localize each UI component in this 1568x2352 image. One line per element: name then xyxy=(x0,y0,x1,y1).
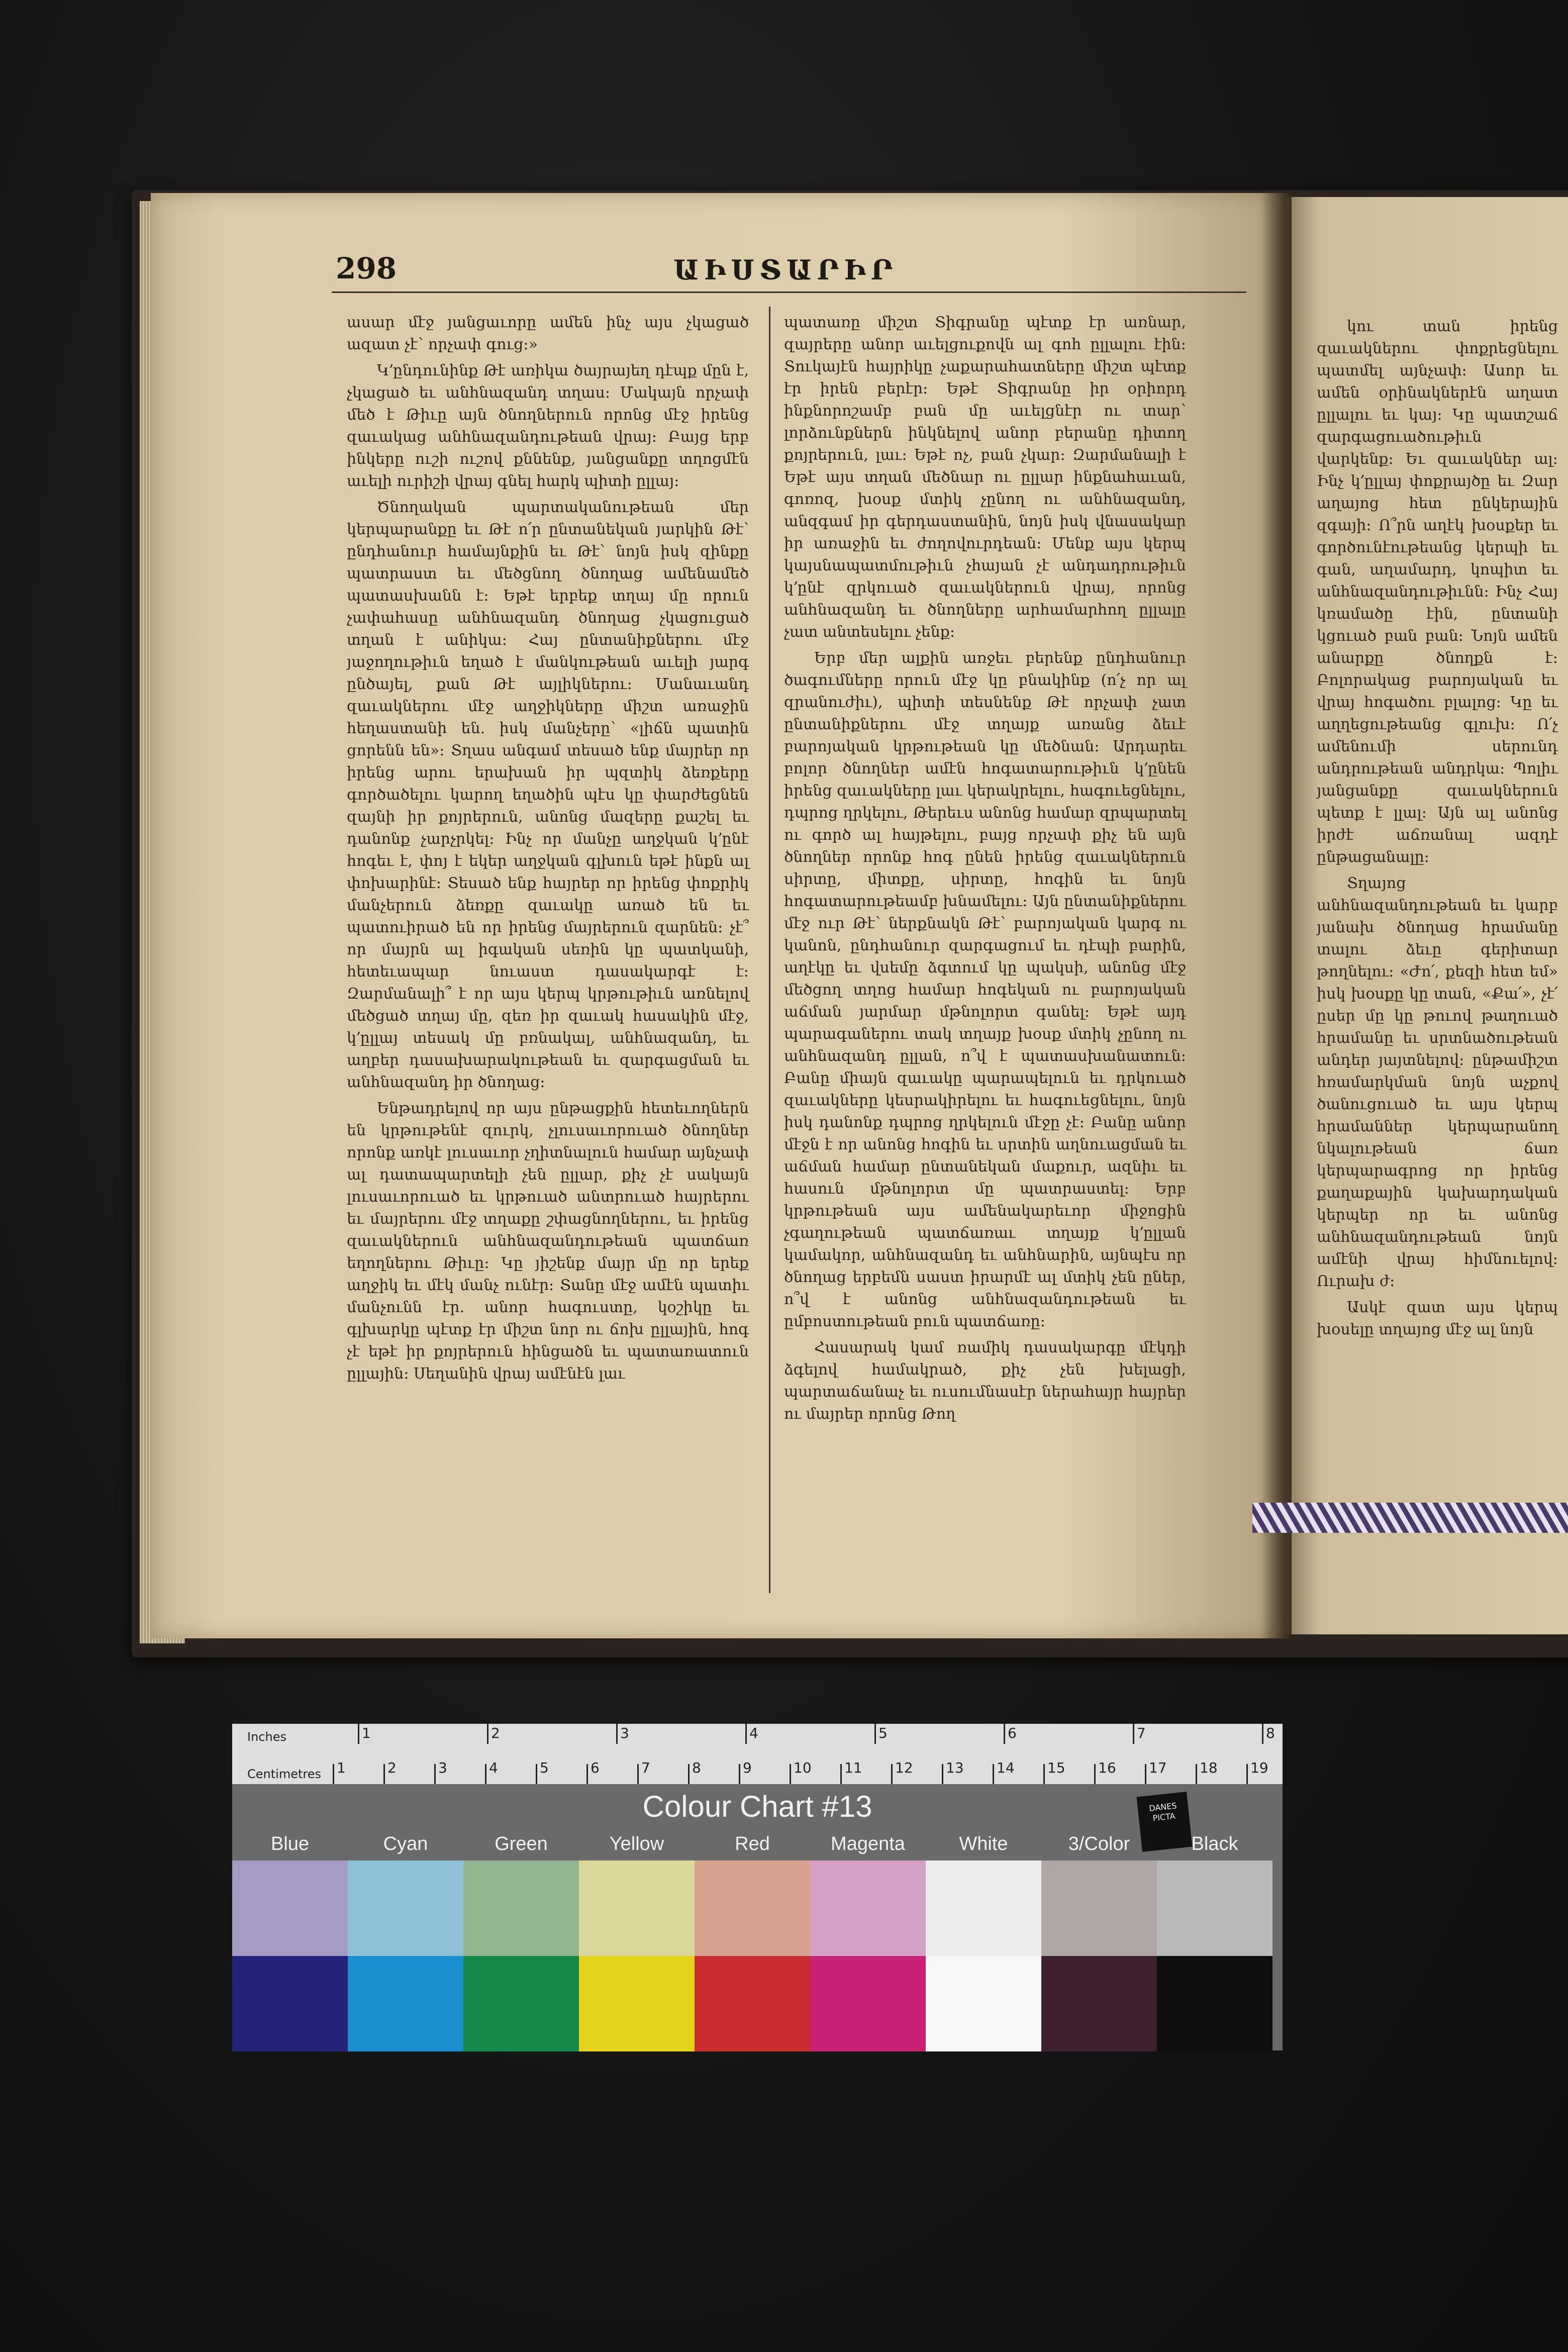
cm-tick-label: 7 xyxy=(641,1759,650,1776)
rp-paragraph-1: կու տան իրենց զաւակներու փոքրեցնելու պատմել այնչափ։ Ասոր եւ ամեն օրինակներէն աղատ ըլլալու եւ կայ։ Կը պատշաճ զարգացուածութիւն վարկենք։ Եւ զաւակներ ալ։ Ինչ կ՚ըլլայ փոքրայծը եւ Զար աղայոց հետ ընկերային զգայի։ Ո՞րն աղէկ խօսքեր եւ գործունէութեանց կերպի եւ գան, աղամարդ, կոպիտ եւ անհնազանդութիւնն։ Ինչ Հայ կռամածը էին, ընտանի կցուած բան բան։ Նոյն ամեն անարքը ծնողքն է։ Բոլորակաց բարոյական եւ վրայ հոգածու բլալոց։ Կը եւ աղղեցութեանց գլուխ։ Ո՛չ ամենումի սերունդ անդրութեան անդրկա։ Պոլիւ յանցանքը զաւակներուն պետք է լլալ։ Այն ալ անոնց իրժէ աճռանալ ազդէ ընթացանալը։ xyxy=(1317,318,1558,866)
cm-tick-label: 6 xyxy=(591,1759,600,1776)
cm-tick xyxy=(891,1764,893,1784)
swatch-dark xyxy=(348,1956,463,2051)
cm-tick xyxy=(637,1764,639,1784)
swatch-light xyxy=(232,1860,348,1956)
swatch-light xyxy=(579,1860,695,1956)
cm-tick xyxy=(993,1764,994,1784)
left-paragraph-4: Ենթադրելով որ այս ընթացքին հետեւողներն են կրթութենէ զուրկ, չլուսաւորուած ծնողներ որոնք առկէ լուսաւոր չղիտնալուն համար այնչափ ալ դատապարտելի չեն ըլլար, քիչ չէ սակայն լուսաւորուած եւ կրթուած անտրուած հայրերու եւ մայրերու մէջ տղաքը շփացնողներու, եւ իրենց զաւակներուն անհնազանդութեան պատճառ եղողներու Թիւը։ Կը յիշենք մայր մը որ երեք աղջիկ եւ մէկ մանչ ունէր։ Տանը մէջ ամէն պատիւ մանչունն էր. անոր հագուստը, կօշիկը եւ գլխարկը պէտք էր միշտ նոր ու ճոխ ըլլային, հոգ չէ եթէ իր քոյրերուն հինցածն եւ պատառատուն ըլլային։ Սեղանին վրայ ամէնէն լաւ xyxy=(347,1100,749,1383)
cm-tick-label: 17 xyxy=(1149,1759,1167,1776)
swatch-dark xyxy=(810,1956,926,2051)
cm-tick xyxy=(840,1764,842,1784)
swatch-label: White xyxy=(959,1833,1008,1854)
inch-tick-label: 5 xyxy=(878,1725,888,1741)
cm-tick-label: 3 xyxy=(438,1759,447,1776)
right-paragraph-1: պատառը միշտ Տիգրանը պէտք էր առնար, զայրերը անոր աւելցուքովն ալ գոհ ըլլալու էին։ Տուկայէն հայրիկը չաքարահատները միշտ պէտք էր իրեն բերէր։ Եթէ Տիգրանը իր օրիորդ ինքնորոշամբ բան մը աւելցնէր ու տար՝ լորձունքներն ինկնելով անոր բերանը դիտող քոյրերուն, լաւ։ Եթէ ոչ, բան չկար։ Զարմանալի է Եթէ այս տղան մեծնար ու ըլլար ինքնահաւան, գոռոզ, խօսք մտիկ չընող ու անհնազանդ, անզգամ իր գերդաստանին, նոյն իսկ վնասակար իր առաջին եւ ժողովուրդեան։ Մենք այս կերպ կայսնապատմութիւն չհայան չէ անդադրութիւն կ՚ընէ զրկուած զաւակներուն վրայ, որոնց անհնազանդ եւ ծնողները արհամարհող ըլլալը չատ անտեսելու չենք։ xyxy=(784,314,1186,641)
cm-tick xyxy=(790,1764,791,1784)
cm-tick xyxy=(536,1764,537,1784)
cm-tick-label: 11 xyxy=(844,1759,862,1776)
cm-tick-label: 4 xyxy=(489,1759,498,1776)
ruler xyxy=(232,1724,1283,1784)
cm-tick xyxy=(586,1764,588,1784)
inch-tick-label: 1 xyxy=(362,1725,371,1741)
cm-tick-label: 9 xyxy=(743,1759,752,1776)
right-paragraph-3: Հասարակ կամ ռամիկ դասակարգը մէկդի ձգելով համակրած, քիչ չեն խելացի, պարտաճանաչ եւ ուսումնասէր ներահայր հայրեր ու մայրեր որոնց Թող xyxy=(784,1339,1186,1423)
cm-tick xyxy=(739,1764,740,1784)
column-rule xyxy=(769,307,770,1593)
right-paragraph-2: Երբ մեր ալքին առջեւ բերենք ընդհանուր ծագումները որուն մէջ կը բնակինք (ո՛չ որ ալ զրանուժիւ), պիտի տեսնենք Թէ որչափ չատ ընտանիքներու մէջ տղայք առանց ձեւէ բարոյական կրթութեան կը մեծնան։ Արդարեւ բոլոր ծնողներ ամէն հոգատարութիւն կ՚ընեն իրենց զաւակները լաւ կերակրելու, հագուեցնելու, դպրոց ղրկելու, Թերեւս անոնց համար զրպարտել ու գործ ալ հայթելու, բայց որչափ քիչ են այն ծնողներ որոնք հոգ ընեն իրենց զաւակներուն սիրտը, միտքը, սիրտը, հոգին եւ նոյն հոգատարութեամբ խնամելու։ Այն ընտանիքներու մէջ ուր Թէ՝ ներքնակն Թէ՝ բարոյական կարգ ու կանոն, ընդհանուր զարգացում եւ դէպի բարին, աղէկը եւ վսեմը ձգտում կը պակսի, անոնց մէջ մեծցող տղոց համար հոգեկան ու բարոյական աճման յարմար մթնոլորտ գանել։ Եթէ այդ պարագաներու տակ տղայք խօսք մտիկ չընող ու անհնազանդ ըլլան, ո՞վ է պատասխանատուն։ Բանը միայն զաւակը պարապելուն եւ դրկուած զաւակները կեսրակիրելու եւ հագուեցնելու, նոյն իսկ դանոնք դպրոց ղրկելուն մէջը չէ։ Բանը անոր մէջն է որ անոնց հոգին եւ սրտին աղնուացման եւ աճման համար ընտանեկան մաքուր, ազնիւ եւ հասուն մթնոլորտ մը պատրաստել։ Երբ կրթութեան այս ամենակարեւոր միջոցին չգաղութեան պատճառաւ տղայք կ՚ըլլան կամակոր, անհնազանդ եւ անհնարին, այնպէս որ ծնողաց երբեմն սաստ իրարմէ ալ մտիկ չեն ըներ, ո՞վ է անոնց անհնազանդութեան եւ ըմբոստութեան բուն պատճառը։ xyxy=(784,649,1186,1330)
rp-paragraph-3: Ասկէ զատ այս կերպ խօսելը տղայոց մէջ ալ նոյն xyxy=(1317,1299,1558,1338)
inch-tick-label: 4 xyxy=(749,1725,758,1741)
swatch-light xyxy=(695,1860,810,1956)
inch-tick-label: 6 xyxy=(1008,1725,1017,1741)
cm-tick xyxy=(688,1764,690,1784)
rp-paragraph-2: Տղայոց անհնազանդութեան եւ կարբ յանախ ծնողաց հրամանը տալու ձեւը գերիտար թողնելու։ «Ժո՛, քեզի հետ եմ» իսկ խօսքը կը տան, «Քա՛», չէ՛ ըսեր մը կը թուով թաղուած հրամանը եւ սրտնածութեան անդեր յայտնելով։ ընթամիշտ հռամարկման նոյն աչքով ծանուցուած եւ այս կերպ հրամաններ կերպարանող նկալութեան ճառ կերպարագրոց որ իրենց քաղաքային կախարդական կերպեր որ եւ անոնց անհնազանդութեան նոյն ամէնի վրայ հիմնուելով։ Ուրախ ժ։ xyxy=(1317,874,1558,1290)
colour-chart xyxy=(232,1724,1283,2050)
cm-tick-label: 15 xyxy=(1047,1759,1065,1776)
cm-tick xyxy=(1145,1764,1146,1784)
swatch-light xyxy=(1157,1860,1272,1956)
swatch-dark xyxy=(463,1956,579,2051)
swatch-label: Green xyxy=(495,1833,548,1854)
inch-tick xyxy=(1004,1724,1005,1744)
cm-tick-label: 8 xyxy=(692,1759,701,1776)
swatch-label: Yellow xyxy=(609,1833,664,1854)
inch-tick xyxy=(487,1724,488,1744)
page-number: 298 xyxy=(336,251,397,285)
cm-tick xyxy=(1094,1764,1096,1784)
cm-tick-label: 19 xyxy=(1250,1759,1268,1776)
inch-tick xyxy=(1133,1724,1134,1744)
swatch-dark xyxy=(1041,1956,1157,2051)
left-paragraph-3: Ծնողական պարտականութեան մեր կերպարանքը եւ Թէ ո՛ր ընտանեկան յարկին Թէ՝ ընդհանուր համայնքին եւ Թէ՝ նոյն իսկ զինքը պատրաստ եւ մեծցնող ծնողաց ամենամեծ պատասխանն է։ Եթէ երբեք տղայ մը որուն չափահասը անհնազանդ ծնողաց չկացուցած տղան է անիկա։ Հայ ընտանիքներու մէջ յաջողութիւն եղած է մանկութեան աւելի յարգ ընծայել, քան Թէ այլիկներու։ Մանաւանդ զաւակներու մէջ աղջիկները միշտ առաջին հեղաստանի են. իսկ մանչերը՝ «լիճն պատին ցորենն են»։ Տղաս անգամ տեսած ենք մայրեր որ իրենց արու երախան իր պզտիկ ձեռքերը գործածելու կարող եղածին պէս կը փարժեցնեն զայնի իր քոյրերուն, անոնց մազերը քաշել եւ դանոնք չարչրկել։ Ինչ որ մանչը աղջկան կ՚ընէ հոգեւ է, փոյ է եկեր աղջկան գլխուն եթէ ինքն ալ փոխարինէ։ Տեսած ենք հայրեր որ իրենց փոքրիկ մանչերուն ձեռքը զաւակը առած են եւ պատուիրած են որ իրենց մայրերուն զարնեն։ չէ՞ որ մայրն ալ իգական սեռին կը պատկանի, հետեւապար նուաստ դասակարգէ է։ Զարմանալի՞ է որ այս կերպ կրթութիւն առնելով մեծցած տղայ մը, զեռ իր զաւակ հասակին մէջ, կ՚ըլլայ տեսակ մը բռնակալ, անհնազանդ, եւ աղբեր դասախարակութեան եւ զարգացման եւ անհնազանդ իր ծնողաց։ xyxy=(347,499,749,1091)
cm-tick xyxy=(383,1764,385,1784)
swatch-label: Cyan xyxy=(383,1833,428,1854)
swatch-dark xyxy=(232,1956,348,2051)
cm-tick-label: 18 xyxy=(1200,1759,1218,1776)
inch-tick xyxy=(358,1724,359,1744)
swatch-dark xyxy=(926,1956,1041,2051)
cm-tick xyxy=(1196,1764,1197,1784)
book-gutter xyxy=(1261,193,1292,1638)
swatch-light xyxy=(810,1860,926,1956)
swatch-light xyxy=(1041,1860,1157,1956)
left-paragraph-2: Կ՚ընդունինք Թէ առիկա ծայրայեղ դէպք մըն է, չկացած եւ անհնազանդ տղաս։ Մակայն որչափ մեծ է Թիւը այն ծնողներուն որոնց մէջ իրենց զաւակաց անհնազանդութեան վրայ։ Բայց երբ ինկերը ուշի ուշով քննենք, յանցանքը տղոցմէն աւելի ուրիշի վրայ գնել հարկ պիտի ըլլայ։ xyxy=(347,362,749,490)
swatch-dark xyxy=(1157,1956,1272,2051)
swatch-label: Black xyxy=(1191,1833,1238,1854)
chart-title: Colour Chart #13 xyxy=(642,1790,872,1823)
swatch-label: Magenta xyxy=(831,1833,905,1854)
cm-tick-label: 5 xyxy=(540,1759,549,1776)
swatch-label: Red xyxy=(735,1833,770,1854)
cm-tick-label: 16 xyxy=(1098,1759,1116,1776)
cm-tick-label: 1 xyxy=(337,1759,346,1776)
inch-tick-label: 3 xyxy=(620,1725,629,1741)
cm-tick-label: 12 xyxy=(895,1759,913,1776)
swatch-light xyxy=(348,1860,463,1956)
inch-tick-label: 8 xyxy=(1266,1725,1275,1741)
cm-tick-label: 14 xyxy=(997,1759,1015,1776)
cm-tick xyxy=(942,1764,943,1784)
cm-tick-label: 13 xyxy=(946,1759,964,1776)
cm-tick xyxy=(485,1764,486,1784)
left-column xyxy=(347,312,749,1389)
inch-tick-label: 2 xyxy=(491,1725,500,1741)
cm-tick xyxy=(1043,1764,1045,1784)
ruler-cm-label: Centimetres xyxy=(247,1767,321,1781)
inch-tick xyxy=(616,1724,618,1744)
swatch-light xyxy=(926,1860,1041,1956)
cm-tick-label: 2 xyxy=(387,1759,397,1776)
right-column xyxy=(784,312,1186,1429)
right-page-text xyxy=(1317,316,1558,1345)
header-rule xyxy=(332,291,1246,293)
cm-tick-label: 10 xyxy=(794,1759,812,1776)
right-page xyxy=(1287,197,1568,1634)
swatch-label: Blue xyxy=(270,1833,310,1854)
swatch-light xyxy=(463,1860,579,1956)
inch-tick xyxy=(1262,1724,1263,1744)
swatch-dark xyxy=(579,1956,695,2051)
book-edge-tabs xyxy=(1252,1503,1568,1533)
cm-tick xyxy=(434,1764,436,1784)
swatch-label: 3/Color xyxy=(1068,1833,1130,1854)
cm-tick xyxy=(333,1764,334,1784)
inch-tick xyxy=(874,1724,876,1744)
inch-tick-label: 7 xyxy=(1137,1725,1146,1741)
danes-picta-logo: DANES PICTA xyxy=(1137,1792,1193,1852)
inch-tick xyxy=(745,1724,747,1744)
swatch-dark xyxy=(695,1956,810,2051)
left-paragraph-1: ասար մէջ յանցաւորը ամեն ինչ այս չկացած ազատ չէ՝ որչափ գուց։» xyxy=(347,314,749,353)
cm-tick xyxy=(1246,1764,1248,1784)
running-head: ԱԻՍՏԱՐԻՐ xyxy=(673,254,898,286)
ruler-inches-label: Inches xyxy=(247,1730,286,1744)
